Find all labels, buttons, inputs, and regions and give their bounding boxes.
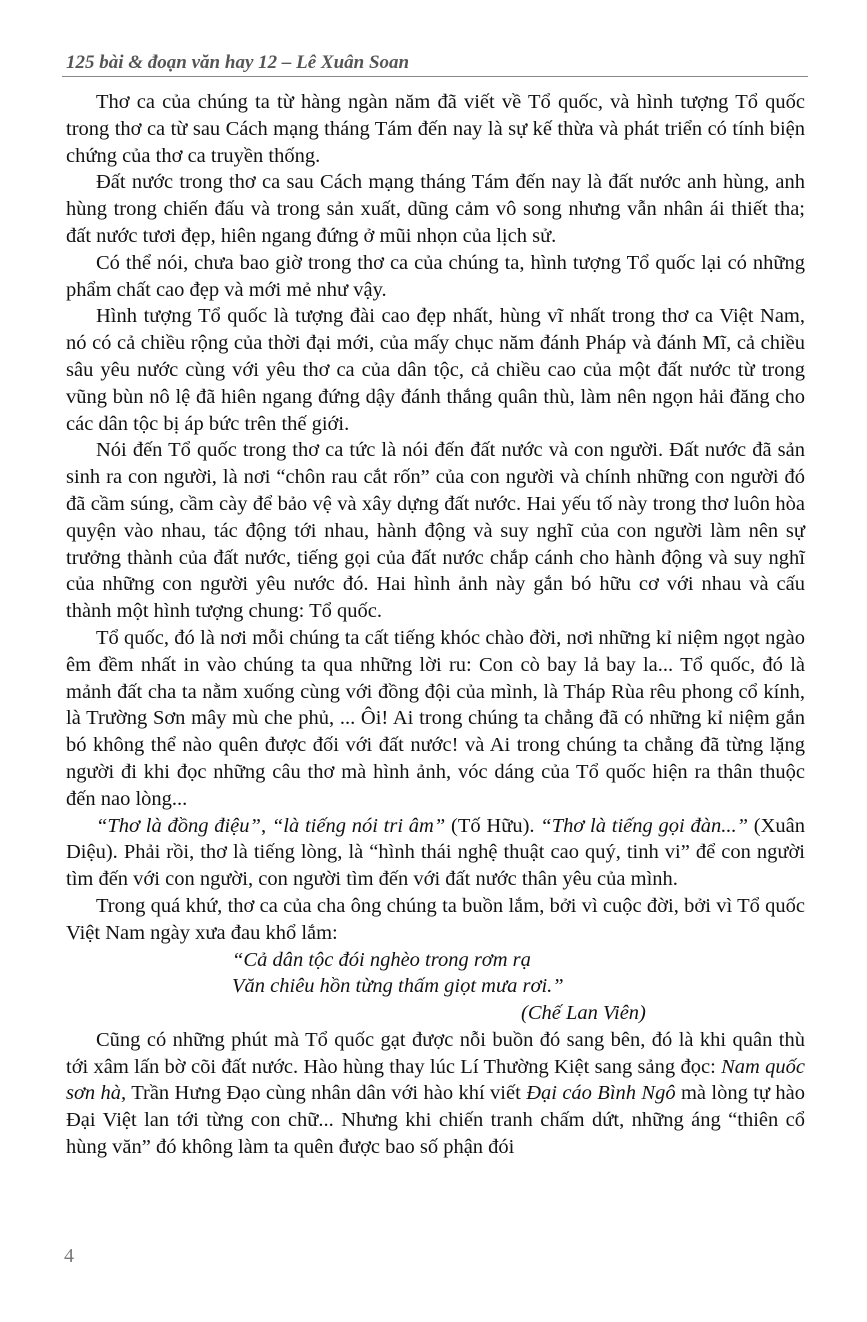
paragraph: Nói đến Tổ quốc trong thơ ca tức là nói đến đất nước và con người. Đất nước đã sản sinh ra con người, là nơi “chôn rau cắt rốn” của con người và chính những con người đó đã cầm súng, cầm cày để bảo vệ và xây dựng đất nước. Hai yếu tố này trong thơ luôn hòa quyện vào nhau, tác động tới nhau, hành động và suy nghĩ của con người làm nên sự trưởng thành của đất nước, tiếng gọi của đất nước chắp cánh cho hành động và suy nghĩ của những con người yêu nước đó. Hai hình ảnh này gắn bó hữu cơ với nhau và cấu thành một hình tượng chung: Tổ quốc. bbox=[66, 439, 805, 623]
page-number: 4 bbox=[64, 1245, 74, 1267]
paragraph-final bbox=[66, 1027, 805, 1161]
quote-paragraph bbox=[66, 813, 805, 893]
quote-to-huu-1: “Thơ là đồng điệu” bbox=[96, 814, 261, 837]
poem-line: Văn chiêu hồn từng thấm giọt mưa rơi.” bbox=[232, 975, 564, 998]
paragraph: Có thể nói, chưa bao giờ trong thơ ca của chúng ta, hình tượng Tổ quốc lại có những phẩm chất cao đẹp và mới mẻ như vậy. bbox=[66, 251, 805, 301]
page-body bbox=[66, 89, 805, 1161]
paragraph: Trong quá khứ, thơ ca của cha ông chúng ta buồn lắm, bởi vì cuộc đời, bởi vì Tổ quốc Việt Nam ngày xưa đau khổ lắm: bbox=[66, 894, 805, 944]
quote-separator: , bbox=[260, 814, 272, 837]
paragraph: Hình tượng Tổ quốc là tượng đài cao đẹp nhất, hùng vĩ nhất trong thơ ca Việt Nam, nó có cả chiều rộng của thời đại mới, của mấy chục năm đánh Pháp và đánh Mĩ, cả chiều sâu yêu nước cùng với yêu thơ ca của dân tộc, cả chiều cao của một đất nước từ trong vũng bùn nô lệ đã hiên ngang đứng dậy đánh thắng quân thù, làm nên ngọn hải đăng cho các dân tộc bị áp bức trên thế giới. bbox=[66, 305, 805, 435]
text-segment: Trần Hưng Đạo cùng nhân dân với hào khí viết bbox=[126, 1082, 527, 1105]
quote-to-huu-2: “là tiếng nói tri âm” bbox=[271, 814, 446, 837]
quote-commentary: (Xuân Diệu). Phải rồi, thơ là tiếng lòng, là “hình thái nghệ thuật cao quý, tinh vi” để con người tìm đến với con người, con người tìm đến với đất nước thân yêu của mình. bbox=[66, 814, 806, 891]
paragraph: Tổ quốc, đó là nơi mỗi chúng ta cất tiếng khóc chào đời, nơi những kỉ niệm ngọt ngào êm đềm nhất in vào chúng ta qua những lời ru: Con cò bay lả bay la... Tổ quốc, đó là mảnh đất cha ta nằm xuống cùng với đồng đội của mình, là Tháp Rùa rêu phong cổ kính, là Trường Sơn mây mù che phủ, ... Ôi! Ai trong chúng ta chẳng đã có những kỉ niệm gắn bó không thể nào quên được đối với đất nước! và Ai trong chúng ta chẳng đã từng lặng người đi khi đọc những câu thơ mà hình ảnh, vóc dáng của Tổ quốc hiện ra thân thuộc đến nao lòng... bbox=[66, 626, 805, 810]
quote-xuan-dieu: “Thơ là tiếng gọi đàn...” bbox=[540, 814, 749, 837]
header-divider bbox=[62, 76, 808, 77]
text-segment: mà lòng tự hào Đại Việt lan tới từng con chữ... Nhưng khi chiến tranh chấm dứt, những áng “thiên cổ hùng văn” đó không làm ta quên được bao số phận đói bbox=[66, 1082, 805, 1159]
paragraph: Thơ ca của chúng ta từ hàng ngàn năm đã viết về Tổ quốc, và hình tượng Tổ quốc trong thơ ca từ sau Cách mạng tháng Tám đến nay là sự kế thừa và phát triển có tính biện chứng của thơ ca truyền thống. bbox=[66, 91, 805, 167]
work-title-nam-quoc-son-ha: Nam quốc sơn hà, bbox=[66, 1055, 806, 1105]
work-title-dai-cao-binh-ngo: Đại cáo Bình Ngô bbox=[526, 1082, 676, 1105]
poem-author: (Chế Lan Viên) bbox=[521, 1002, 646, 1025]
paragraph: Đất nước trong thơ ca sau Cách mạng tháng Tám đến nay là đất nước anh hùng, anh hùng trong chiến đấu và trong sản xuất, dũng cảm vô song nhưng vẫn nhân ái thiết tha; đất nước tươi đẹp, hiên ngang đứng ở mũi nhọn của lịch sử. bbox=[66, 171, 805, 247]
quote-attribution: (Tố Hữu). bbox=[445, 814, 541, 837]
running-header: 125 bài & đoạn văn hay 12 – Lê Xuân Soan bbox=[66, 52, 410, 73]
poem-excerpt bbox=[232, 947, 805, 1001]
text-segment: Cũng có những phút mà Tổ quốc gạt được nỗi buồn đó sang bên, đó là khi quân thù tới xâm lấn bờ cõi đất nước. Hào hùng thay lúc Lí Thường Kiệt sang sảng đọc: bbox=[66, 1028, 805, 1078]
poem-line: “Cả dân tộc đói nghèo trong rơm rạ bbox=[232, 948, 531, 971]
